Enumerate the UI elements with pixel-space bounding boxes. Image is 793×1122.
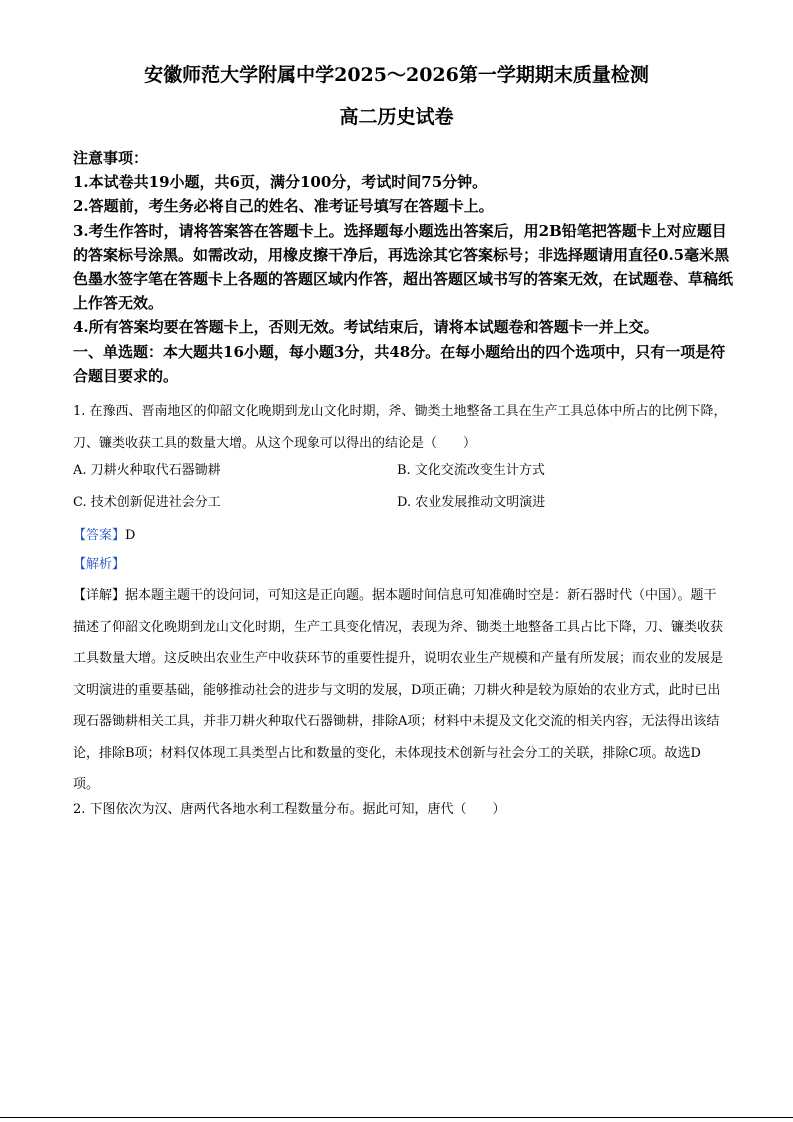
notice-item-2: 2.答题前，考生务必将自己的姓名、准考证号填写在答题卡上。 bbox=[73, 197, 494, 216]
analysis-line bbox=[73, 553, 125, 572]
notice-item-4: 4.所有答案均要在答题卡上，否则无效。考试结束后，请将本试题卷和答题卡一并上交。 bbox=[73, 318, 659, 337]
answer-line bbox=[73, 524, 135, 543]
page-bottom-rule bbox=[0, 1117, 793, 1118]
notice-item-1: 1.本试卷共19小题，共6页，满分100分，考试时间75分钟。 bbox=[73, 173, 488, 192]
notice-heading: 注意事项： bbox=[73, 149, 149, 167]
option-d: D. 农业发展推动文明演进 bbox=[397, 495, 546, 510]
answer-label: 【答案】 bbox=[73, 528, 126, 543]
detail-section bbox=[73, 580, 723, 801]
section-heading: 一、单选题：本大题共16小题，每小题3分，共48分。在每小题给出的四个选项中，只有一项是符合题目要求的。 bbox=[73, 342, 726, 385]
detail-text: 据本题主题干的设问词，可知这是正向题。据本题时间信息可知准确时空是：新石器时代（中国）。题干描述了仰韶文化晚期到龙山文化时期，生产工具变化情况，表现为斧、锄类土地整备工具占比下降，刀、镰类收获工具数量大增。这反映出农业生产中收获环节的重要性提升，说明农业生产规模和产量有所发展；而农业的发展是文明演进的重要基础，能够推动社会的进步与文明的发展，D项正确；刀耕火种是较为原始的农业方式，此时已出现石器锄耕相关工具，并非刀耕火种取代石器锄耕，排除A项；材料中未提及文化交流的相关内容，无法得出该结论，排除B项；材料仅体现工具类型占比和数量的变化，未体现技术创新与社会分工的关联，排除C项。故选D项。 bbox=[73, 588, 724, 792]
answer-value: D bbox=[125, 528, 136, 543]
detail-label: 【详解】 bbox=[73, 588, 126, 603]
option-c: C. 技术创新促进社会分工 bbox=[73, 495, 221, 510]
exam-subtitle: 高二历史试卷 bbox=[339, 106, 454, 128]
question-1 bbox=[73, 396, 733, 460]
option-a: A. 刀耕火种取代石器锄耕 bbox=[73, 463, 221, 478]
question-2-stem: 2. 下图依次为汉、唐两代各地水利工程数量分布。据此可知，唐代（ ） bbox=[73, 802, 506, 817]
question-1-stem: 1. 在豫西、晋南地区的仰韶文化晚期到龙山文化时期，斧、锄类土地整备工具在生产工具总体中所占的比例下降，刀、镰类收获工具的数量大增。从这个现象可以得出的结论是（ ） bbox=[73, 404, 727, 451]
option-b: B. 文化交流改变生计方式 bbox=[397, 463, 545, 478]
analysis-label: 【解析】 bbox=[73, 557, 126, 572]
notice-item-3: 3.考生作答时，请将答案答在答题卡上。选择题每小题选出答案后，用2B铅笔把答题卡上对应题目的答案标号涂黑。如需改动，用橡皮擦干净后，再选涂其它答案标号；非选择题请用直径0.5毫米黑色墨水签字笔在答题卡上各题的答题区域内作答，超出答题区域书写的答案无效，在试题卷、草稿纸上作答无效。 bbox=[73, 221, 734, 313]
exam-title: 安徽师范大学附属中学2025～2026第一学期期末质量检测 bbox=[144, 64, 649, 86]
notice-section bbox=[73, 146, 733, 388]
